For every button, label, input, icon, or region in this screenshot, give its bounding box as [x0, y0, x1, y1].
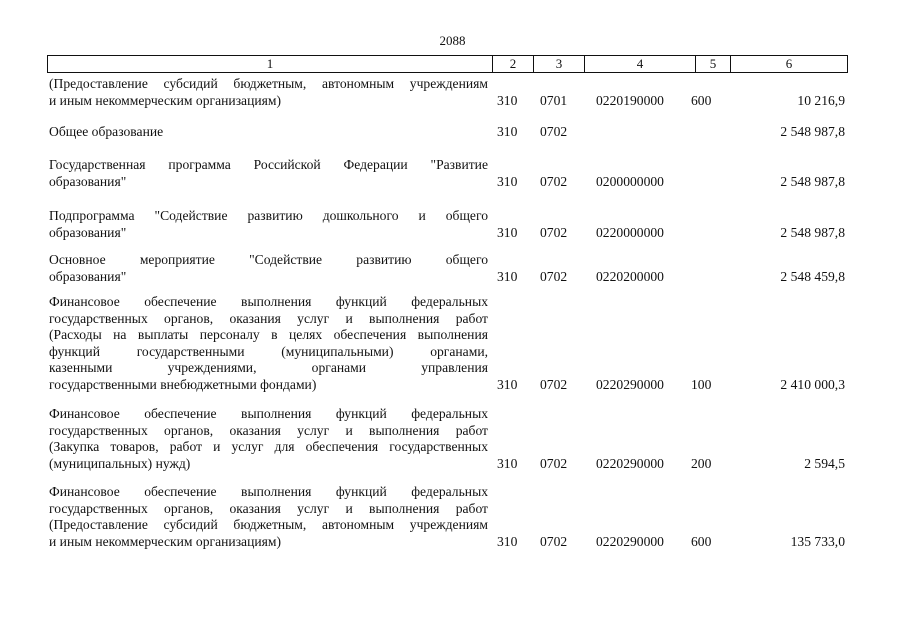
- row-amount: 2 410 000,3: [780, 376, 845, 392]
- description-line: образования": [49, 224, 127, 240]
- row-section-code: 0702: [540, 376, 568, 392]
- row-section-code: 0702: [540, 124, 568, 139]
- row-amount: 135 733,0: [790, 533, 845, 549]
- header-col-6: 6: [731, 56, 848, 72]
- row-section-code: 0702: [540, 268, 568, 284]
- table-row: [49, 484, 847, 550]
- description-line: функций государственными (муниципальными) органами,: [49, 343, 488, 359]
- header-col-4: 4: [585, 56, 696, 72]
- row-section-code: 0702: [540, 173, 568, 189]
- row-description: [49, 406, 488, 472]
- table-row: [49, 124, 847, 141]
- header-col-1: 1: [48, 56, 493, 72]
- row-description: [49, 208, 488, 241]
- table-row: [49, 157, 847, 190]
- row-amount: 10 216,9: [797, 92, 845, 108]
- description-line: Финансовое обеспечение выполнения функций федеральных: [49, 406, 488, 421]
- row-expense-type: 600: [691, 533, 712, 549]
- description-line: государственных органов, оказания услуг и выполнения работ: [49, 500, 488, 516]
- table-row: [49, 252, 847, 285]
- description-line: Подпрограмма "Содействие развитию дошкольного и общего: [49, 208, 488, 223]
- description-line: Государственная программа Российской Федерации "Развитие: [49, 157, 488, 172]
- header-col-2: 2: [493, 56, 534, 72]
- row-ministry-code: 310: [497, 92, 518, 108]
- row-ministry-code: 310: [497, 455, 518, 471]
- header-col-5: 5: [696, 56, 731, 72]
- row-description: [49, 124, 488, 141]
- description-line: Основное мероприятие "Содействие развитию общего: [49, 252, 488, 267]
- row-target-article: 0200000000: [596, 173, 664, 189]
- table-row: [49, 294, 847, 393]
- row-ministry-code: 310: [497, 533, 518, 549]
- row-amount: 2 594,5: [804, 455, 845, 471]
- description-line: Финансовое обеспечение выполнения функций федеральных: [49, 484, 488, 499]
- row-expense-type: 600: [691, 92, 712, 108]
- row-ministry-code: 310: [497, 173, 518, 189]
- table-row: [49, 208, 847, 241]
- row-description: [49, 294, 488, 393]
- description-line: Общее образование: [49, 124, 164, 139]
- description-line: (Предоставление субсидий бюджетным, автономным учреждениям: [49, 76, 488, 91]
- description-line: (Расходы на выплаты персоналу в целях обеспечения выполнения: [49, 327, 488, 342]
- row-target-article: 0220190000: [596, 92, 664, 108]
- row-target-article: 0220000000: [596, 224, 664, 240]
- description-line: (муниципальных) нужд): [49, 455, 191, 471]
- description-line: образования": [49, 268, 127, 284]
- row-section-code: 0702: [540, 455, 568, 471]
- row-amount: 2 548 987,8: [780, 173, 845, 189]
- description-line: образования": [49, 173, 127, 189]
- description-line: Финансовое обеспечение выполнения функций федеральных: [49, 294, 488, 309]
- row-amount: 2 548 987,8: [780, 124, 845, 139]
- row-ministry-code: 310: [497, 376, 518, 392]
- row-ministry-code: 310: [497, 268, 518, 284]
- description-line: государственных органов, оказания услуг и выполнения работ: [49, 422, 488, 438]
- description-line: и иным некоммерческим организациям): [49, 92, 282, 108]
- row-target-article: 0220290000: [596, 376, 664, 392]
- row-description: [49, 484, 488, 550]
- row-amount: 2 548 987,8: [780, 224, 845, 240]
- row-ministry-code: 310: [497, 124, 518, 139]
- description-line: казенными учреждениями, органами управления: [49, 360, 488, 375]
- description-line: государственными внебюджетными фондами): [49, 376, 317, 392]
- description-line: и иным некоммерческим организациям): [49, 533, 282, 549]
- description-line: (Предоставление субсидий бюджетным, автономным учреждениям: [49, 517, 488, 532]
- row-target-article: 0220290000: [596, 455, 664, 471]
- row-description: [49, 157, 488, 190]
- row-amount: 2 548 459,8: [780, 268, 845, 284]
- table-header: [47, 55, 848, 73]
- description-line: (Закупка товаров, работ и услуг для обеспечения государственных: [49, 439, 488, 454]
- row-expense-type: 100: [691, 376, 712, 392]
- row-section-code: 0702: [540, 224, 568, 240]
- table-row: [49, 76, 847, 109]
- row-expense-type: 200: [691, 455, 712, 471]
- row-target-article: 0220200000: [596, 268, 664, 284]
- row-description: [49, 252, 488, 285]
- row-section-code: 0702: [540, 533, 568, 549]
- row-ministry-code: 310: [497, 224, 518, 240]
- header-col-3: 3: [534, 56, 585, 72]
- row-description: [49, 76, 488, 109]
- description-line: государственных органов, оказания услуг и выполнения работ: [49, 310, 488, 326]
- row-section-code: 0701: [540, 92, 568, 108]
- page-number: 2088: [439, 33, 466, 48]
- row-target-article: 0220290000: [596, 533, 664, 549]
- table-row: [49, 406, 847, 472]
